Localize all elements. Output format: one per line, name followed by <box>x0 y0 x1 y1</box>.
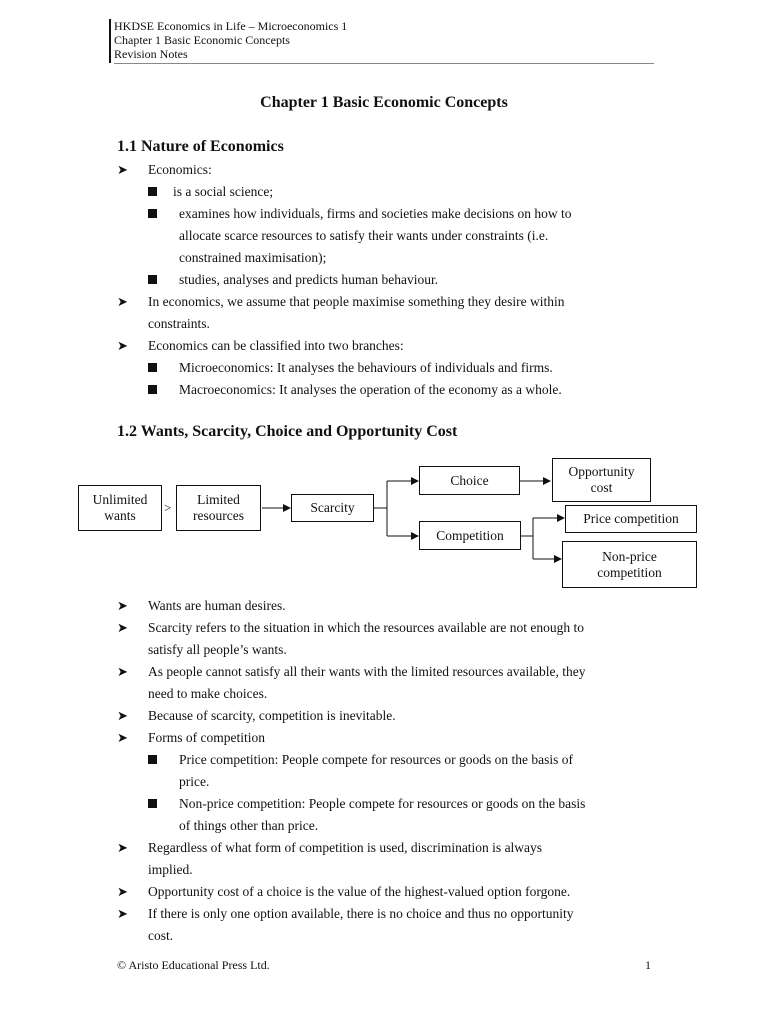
list-item: Wants are human desires. <box>148 598 286 613</box>
list-item: If there is only one option available, there is no choice and thus no opportunity <box>148 906 574 921</box>
list-item: satisfy all people’s wants. <box>148 642 287 657</box>
list-item: Microeconomics: It analyses the behaviours of individuals and firms. <box>179 360 553 375</box>
list-item: price. <box>179 774 210 789</box>
header-notes: Revision Notes <box>114 47 188 61</box>
list-item: allocate scarce resources to satisfy their wants under constraints (i.e. <box>179 228 549 243</box>
box-limited-resources: Limited resources <box>176 485 261 531</box>
list-item: studies, analyses and predicts human behaviour. <box>179 272 439 287</box>
section-heading-1-1: 1.1 Nature of Economics <box>117 138 284 155</box>
bullet-arrow-icon: ➤ <box>117 620 128 635</box>
footer-publisher: © Aristo Educational Press Ltd. <box>117 958 270 972</box>
bullet-arrow-icon: ➤ <box>117 338 128 353</box>
list-item: of things other than price. <box>179 818 319 833</box>
box-unlimited-wants: Unlimited wants <box>78 485 162 531</box>
bullet-arrow-icon: ➤ <box>117 294 128 309</box>
box-non-price-competition: Non-price competition <box>562 541 697 588</box>
bullet-arrow-icon: ➤ <box>117 884 128 899</box>
list-item: examines how individuals, firms and societies make decisions on how to <box>179 206 572 221</box>
bullet-arrow-icon: ➤ <box>117 730 128 745</box>
list-item: Because of scarcity, competition is inevitable. <box>148 708 396 723</box>
box-choice: Choice <box>419 466 520 495</box>
list-item: cost. <box>148 928 174 943</box>
list-item: constraints. <box>148 316 210 331</box>
list-item: Economics: <box>148 162 212 177</box>
list-item: is a social science; <box>173 184 274 199</box>
bullet-arrow-icon: ➤ <box>117 664 128 679</box>
list-item: Forms of competition <box>148 730 265 745</box>
box-opportunity-cost: Opportunity cost <box>552 458 651 502</box>
list-item: Price competition: People compete for resources or goods on the basis of <box>179 752 574 767</box>
list-item: Regardless of what form of competition is used, discrimination is always <box>148 840 543 855</box>
list-item: Macroeconomics: It analyses the operation of the economy as a whole. <box>179 382 562 397</box>
list-item: In economics, we assume that people maximise something they desire within <box>148 294 565 309</box>
list-item: constrained maximisation); <box>179 250 327 265</box>
list-item: need to make choices. <box>148 686 268 701</box>
section-heading-1-2: 1.2 Wants, Scarcity, Choice and Opportunity Cost <box>117 423 458 440</box>
bullet-square-icon <box>148 755 157 764</box>
greater-than-sign: > <box>164 500 172 515</box>
list-item: Opportunity cost of a choice is the value of the highest-valued option forgone. <box>148 884 571 899</box>
bullet-square-icon <box>148 799 157 808</box>
box-competition: Competition <box>419 521 521 550</box>
bullet-arrow-icon: ➤ <box>117 708 128 723</box>
header-chapter: Chapter 1 Basic Economic Concepts <box>114 33 290 47</box>
list-item: Scarcity refers to the situation in which the resources available are not enough to <box>148 620 584 635</box>
bullet-arrow-icon: ➤ <box>117 840 128 855</box>
header-course: HKDSE Economics in Life – Microeconomics 1 <box>114 19 348 33</box>
list-item: Economics can be classified into two branches: <box>148 338 404 353</box>
bullet-arrow-icon: ➤ <box>117 598 128 613</box>
page-title: Chapter 1 Basic Economic Concepts <box>260 94 508 111</box>
list-item: implied. <box>148 862 193 877</box>
list-item: Non-price competition: People compete for resources or goods on the basis <box>179 796 586 811</box>
bullet-arrow-icon: ➤ <box>117 162 128 177</box>
box-scarcity: Scarcity <box>291 494 374 522</box>
box-price-competition: Price competition <box>565 505 697 533</box>
bullet-arrow-icon: ➤ <box>117 906 128 921</box>
footer-page-number: 1 <box>645 958 651 972</box>
list-item: As people cannot satisfy all their wants with the limited resources available, they <box>148 664 586 679</box>
